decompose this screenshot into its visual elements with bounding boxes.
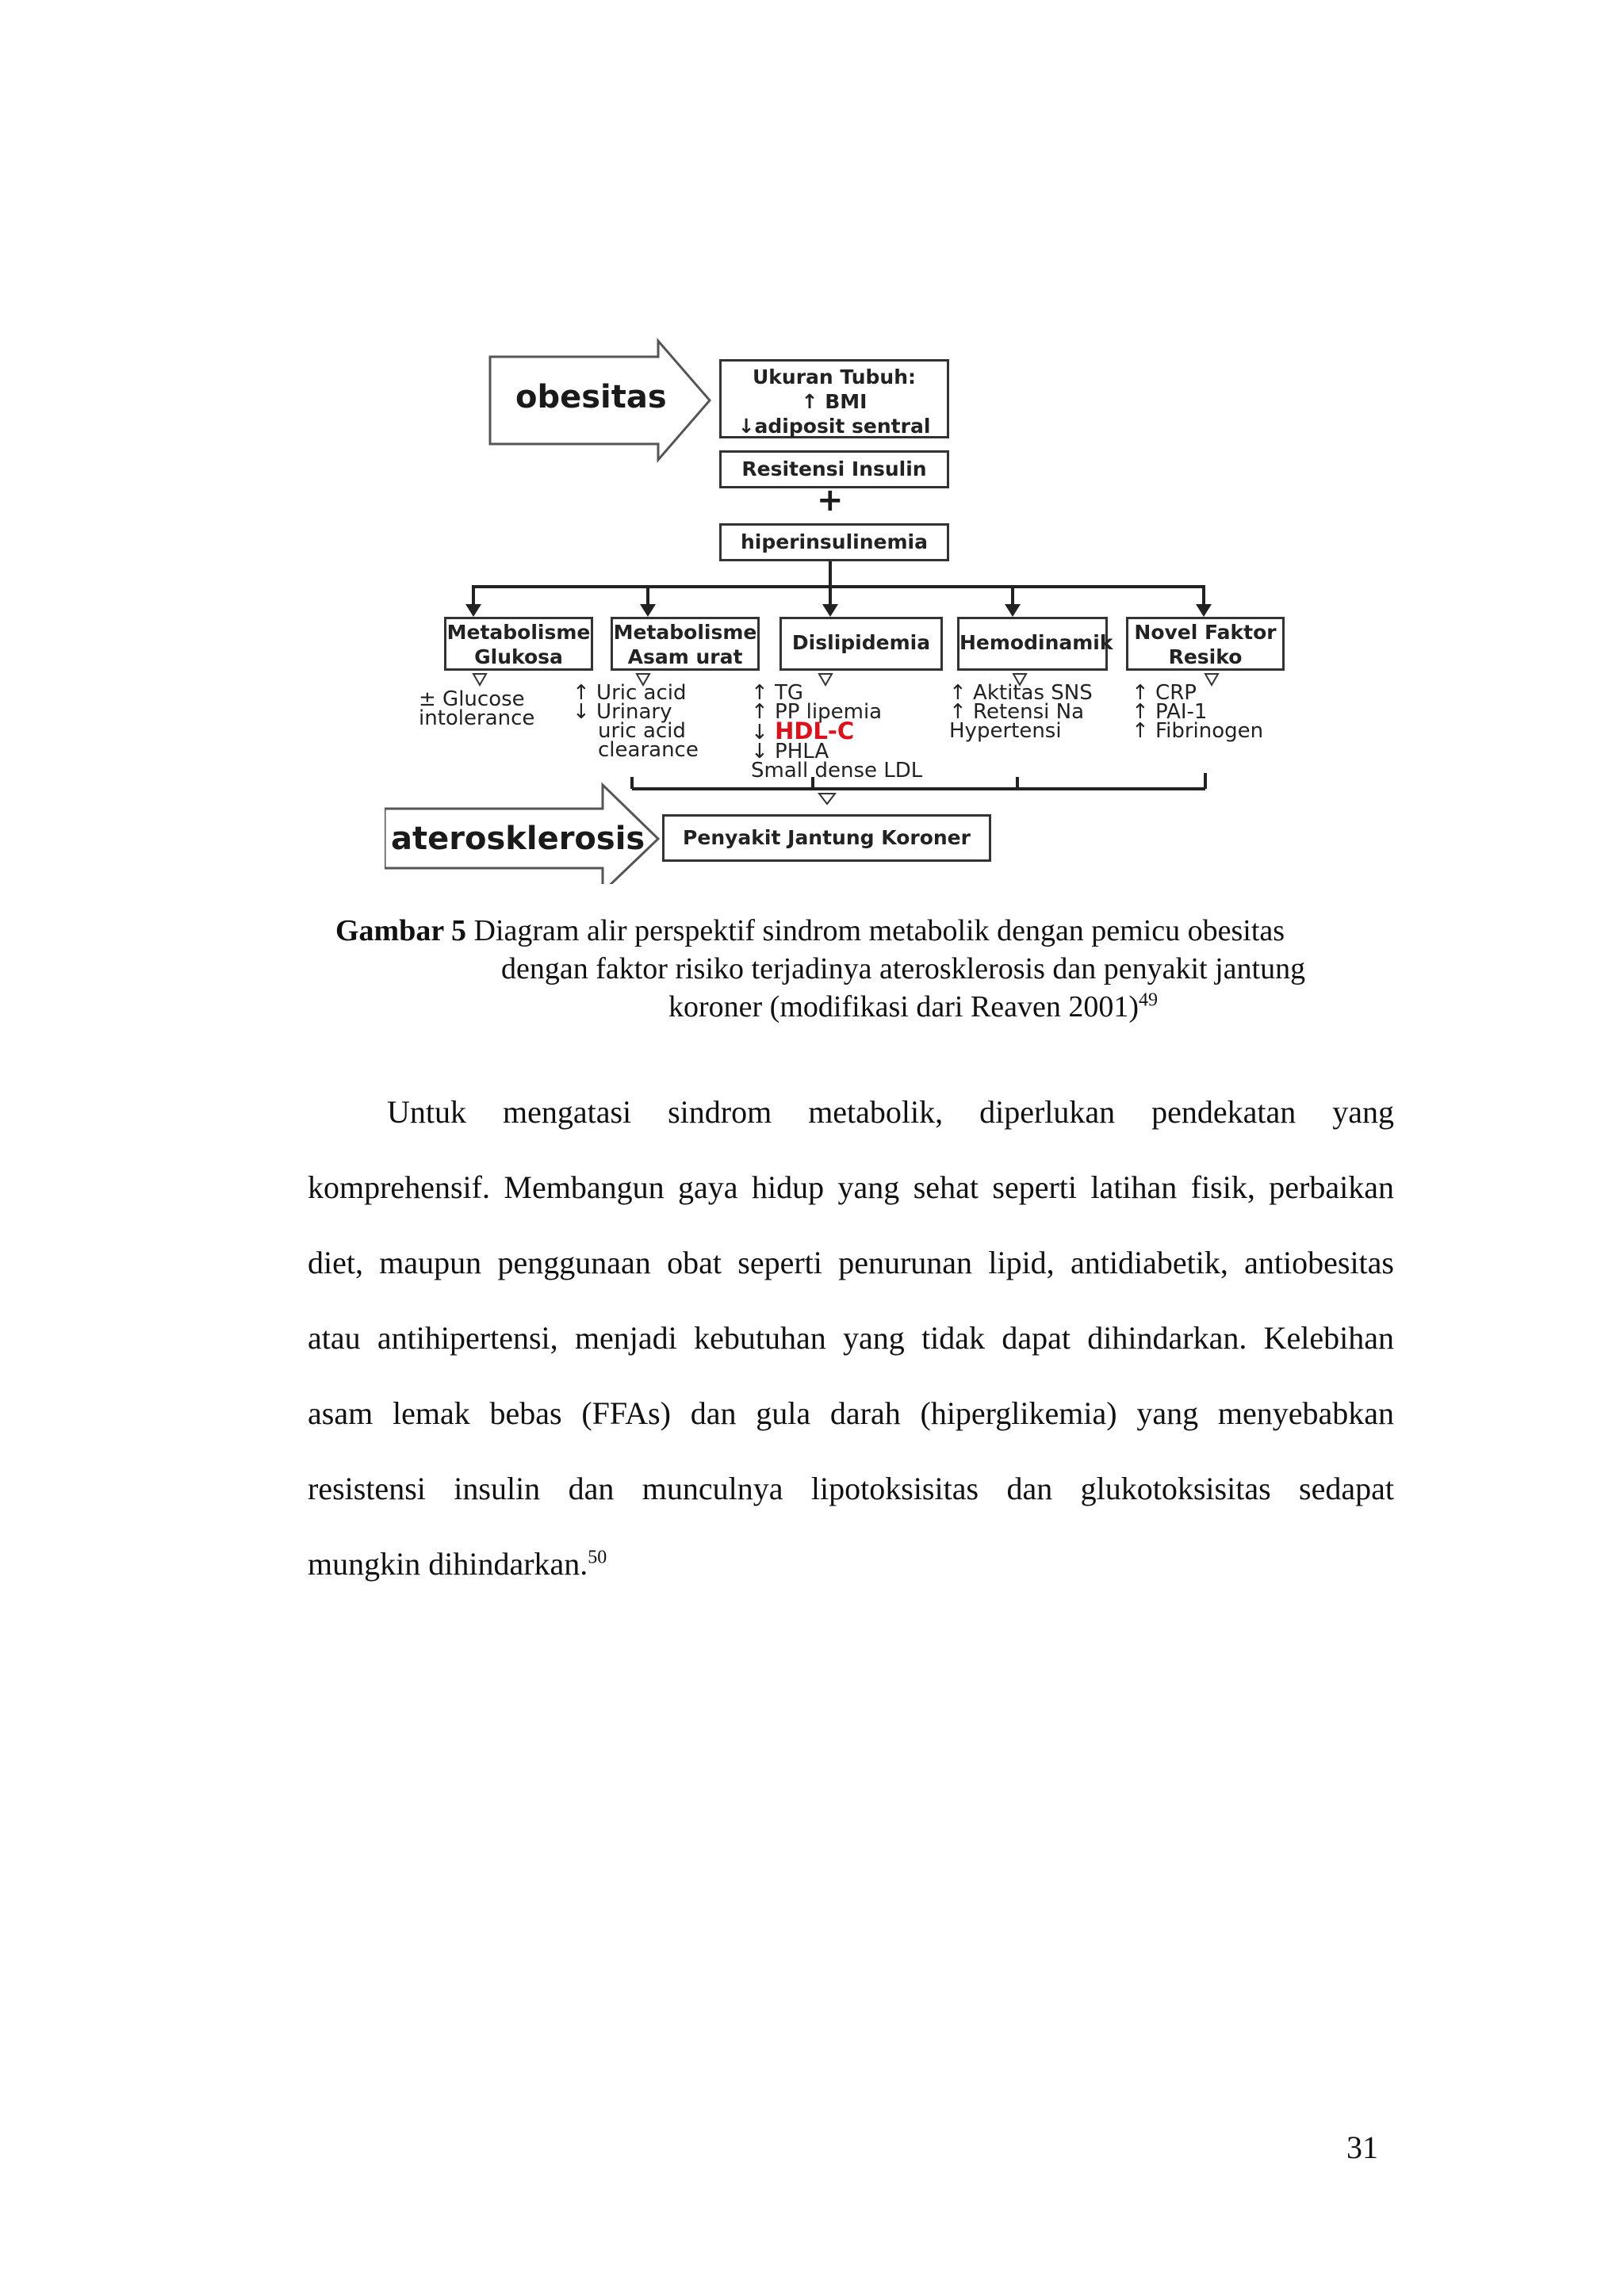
- plus-sign: +: [817, 482, 844, 519]
- item: Small dense LDL: [751, 759, 923, 783]
- category-line1: Metabolisme: [446, 621, 591, 644]
- hiperinsulinemia-label: hiperinsulinemia: [741, 530, 928, 553]
- pjk-label: Penyakit Jantung Koroner: [683, 826, 971, 849]
- glukosa-items: [419, 687, 535, 730]
- paragraph-line: asam lemak bebas (FFAs) dan gula darah (hiperglikemia) yang menyebabkan: [308, 1395, 1394, 1431]
- item: ↑ PAI-1: [1132, 700, 1208, 724]
- dislipidemia-items: [751, 681, 923, 783]
- category-line1: Dislipidemia: [791, 631, 931, 654]
- flow-diagram: [385, 309, 1316, 884]
- paragraph-line: komprehensif. Membangun gaya hidup yang sehat seperti latihan fisik, perbaikan: [308, 1169, 1394, 1205]
- category-line2: Glukosa: [474, 645, 563, 668]
- novel-items: [1132, 681, 1264, 743]
- item: ↑ CRP: [1132, 681, 1197, 705]
- item: ↑ Fibrinogen: [1132, 719, 1264, 743]
- hiperinsulinemia-box: [719, 523, 949, 561]
- resistensi-label: Resitensi Insulin: [741, 457, 927, 480]
- item: intolerance: [419, 706, 535, 730]
- paragraph-line: resistensi insulin dan munculnya lipotoksisitas dan glukotoksisitas sedapat: [308, 1471, 1394, 1506]
- asamurat-items: [573, 683, 699, 760]
- ukuran-adiposit: ↓adiposit sentral: [737, 415, 931, 438]
- category-line2: Resiko: [1168, 645, 1243, 668]
- category-novel-faktor-resiko: [1126, 617, 1285, 671]
- hemodinamik-items: [949, 681, 1093, 743]
- ukuran-tubuh-box: [719, 359, 949, 438]
- category-line1: Metabolisme: [613, 621, 757, 644]
- caption-label: Gambar 5: [335, 914, 467, 947]
- caption-reference: 49: [1139, 989, 1159, 1011]
- item: ↓ Urinary: [573, 700, 672, 724]
- item: ± Glucose: [419, 687, 525, 711]
- category-metabolisme-glukosa: [444, 617, 593, 671]
- category-metabolisme-asam-urat: [611, 617, 760, 671]
- caption-line-1: [335, 912, 1285, 950]
- item-hdl-arrow: ↓: [751, 721, 776, 744]
- hdl-c-label: HDL-C: [775, 718, 855, 744]
- item: ↑ Uric acid: [573, 681, 687, 705]
- aterosklerosis-label: aterosklerosis: [391, 821, 645, 857]
- paragraph-reference: 50: [588, 1547, 607, 1568]
- category-hemodinamik: [957, 617, 1113, 671]
- paragraph-line: Untuk mengatasi sindrom metabolik, diperlukan pendekatan yang: [387, 1094, 1394, 1130]
- category-dislipidemia: [779, 617, 943, 671]
- category-line2: Asam urat: [627, 645, 743, 668]
- obesitas-label: obesitas: [515, 379, 667, 415]
- category-line1: Hemodinamik: [959, 631, 1113, 654]
- ukuran-bmi: ↑ BMI: [801, 390, 868, 413]
- caption-line-3: [668, 988, 1158, 1026]
- item: ↑ PP lipemia: [751, 700, 883, 724]
- category-line1: Novel Faktor: [1134, 621, 1277, 644]
- page-number: 31: [1346, 2130, 1378, 2165]
- paragraph-line: atau antihipertensi, menjadi kebutuhan yang tidak dapat dihindarkan. Kelebihan: [308, 1320, 1394, 1356]
- ukuran-title: Ukuran Tubuh:: [752, 365, 917, 388]
- penyakit-jantung-koroner-box: [662, 814, 991, 862]
- caption-line3-text: koroner (modifikasi dari Reaven 2001): [668, 990, 1139, 1024]
- item: ↑ TG: [751, 681, 804, 705]
- item: ↓ PHLA: [751, 740, 829, 763]
- item: Hypertensi: [949, 719, 1062, 743]
- item: ↑ Aktitas SNS: [949, 681, 1093, 705]
- paragraph-line: diet, maupun penggunaan obat seperti penurunan lipid, antidiabetik, antiobesitas: [308, 1245, 1394, 1280]
- item: ↑ Retensi Na: [949, 700, 1085, 724]
- item: uric acid: [598, 719, 686, 743]
- caption-line-2: dengan faktor risiko terjadinya aterosklerosis dan penyakit jantung: [501, 952, 1306, 985]
- paragraph-last-text: mungkin dihindarkan.: [308, 1546, 588, 1582]
- caption-line1-text: Diagram alir perspektif sindrom metabolik dengan pemicu obesitas: [466, 914, 1285, 947]
- paragraph-line-last: [308, 1544, 1394, 1584]
- item: clearance: [598, 738, 699, 762]
